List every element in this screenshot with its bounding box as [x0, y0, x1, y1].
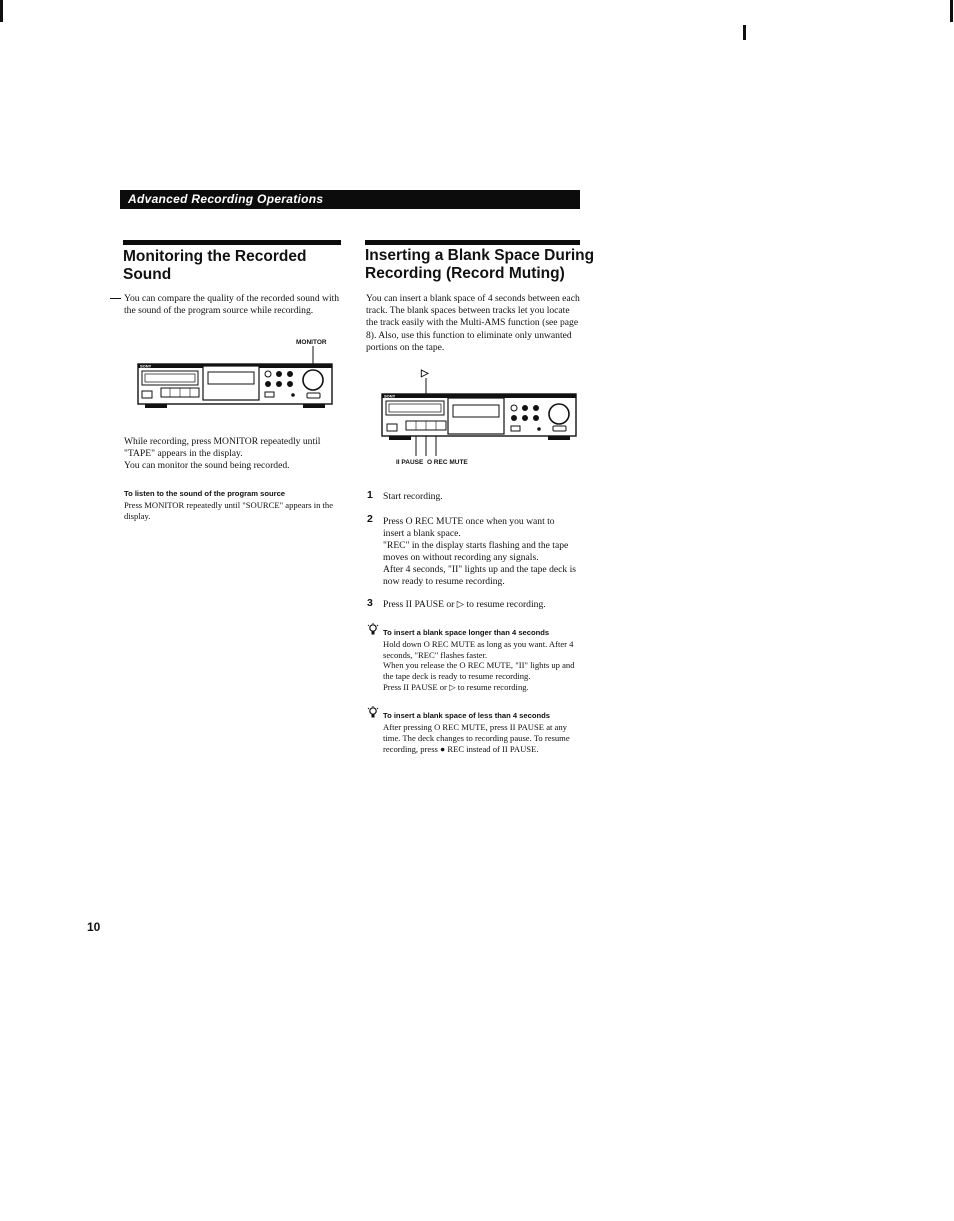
- tape-deck-figure-monitor: [125, 346, 340, 416]
- hint-bulb-icon: [367, 623, 379, 636]
- step-1-text: Start recording.: [383, 491, 443, 502]
- left-title-line1: Monitoring the Recorded: [123, 248, 307, 265]
- step-2-number: 2: [367, 513, 373, 525]
- left-title-rule: [123, 240, 341, 245]
- play-label: ▷: [421, 368, 429, 379]
- section-title: Advanced Recording Operations: [128, 192, 324, 206]
- tip1-heading: To insert a blank space longer than 4 seconds: [383, 628, 550, 637]
- left-title-line2: Sound: [123, 266, 172, 283]
- page-number: 10: [87, 920, 101, 934]
- tip1-body1: Hold down O REC MUTE as long as you want. After 4 seconds, "REC" flashes faster.: [383, 639, 574, 660]
- pause-rec-mute-label: II PAUSE O REC MUTE: [396, 459, 468, 466]
- tape-deck-figure-rec-mute: [378, 378, 583, 458]
- crop-mark-center: [743, 25, 746, 40]
- tip1-body3: Press II PAUSE or ▷ to resume recording.: [383, 682, 529, 692]
- step-2-extra2: After 4 seconds, "II" lights up and the tape deck is now ready to resume recording.: [383, 564, 576, 588]
- step-3-text: Press II PAUSE or ▷ to resume recording.: [383, 599, 546, 610]
- right-intro: You can insert a blank space of 4 seconds between each track. The blank spaces between tracks let you locate the track easily with the Multi-AMS function (see page 8). Also, use this function to eliminate only unwanted portions on the tape.: [366, 293, 580, 353]
- tip2-heading: To insert a blank space of less than 4 seconds: [383, 711, 550, 720]
- tip2-body: After pressing O REC MUTE, press II PAUSE at any time. The deck changes to recording pause. To resume recording, press ● REC instead of II PAUSE.: [383, 722, 570, 754]
- crop-mark-left: [0, 0, 3, 22]
- left-title: [123, 248, 353, 284]
- left-intro: You can compare the quality of the recorded sound with the sound of the program source while recording.: [124, 293, 340, 317]
- right-title: [365, 247, 595, 283]
- right-title-line1: Inserting a Blank Space During: [365, 247, 595, 264]
- step-2-text: Press O REC MUTE once when you want to insert a blank space.: [383, 516, 555, 540]
- section-banner: [120, 190, 580, 209]
- deck-brand: SONY: [384, 393, 396, 399]
- right-title-rule: [365, 240, 580, 245]
- left-tip-body: Press MONITOR repeatedly until "SOURCE" appears in the display.: [124, 500, 334, 521]
- monitor-label: MONITOR: [296, 339, 327, 346]
- step-2-extra1: "REC" in the display starts flashing and the tape moves on without recording any signals.: [383, 540, 569, 564]
- tip1-body2: When you release the O REC MUTE, "II" lights up and the tape deck is ready to resume recording.: [383, 660, 575, 681]
- left-para2: You can monitor the sound being recorded.: [124, 460, 290, 471]
- crop-mark-right: [950, 0, 953, 22]
- right-title-line2: Recording (Record Muting): [365, 265, 565, 282]
- deck-brand: SONY: [140, 363, 152, 369]
- intro-dash: [110, 298, 121, 299]
- step-1-number: 1: [367, 489, 373, 501]
- left-tip-heading: To listen to the sound of the program source: [124, 489, 286, 498]
- left-para1: While recording, press MONITOR repeatedly until "TAPE" appears in the display.: [124, 436, 321, 460]
- hint-bulb-icon: [367, 706, 379, 719]
- step-3-number: 3: [367, 597, 373, 609]
